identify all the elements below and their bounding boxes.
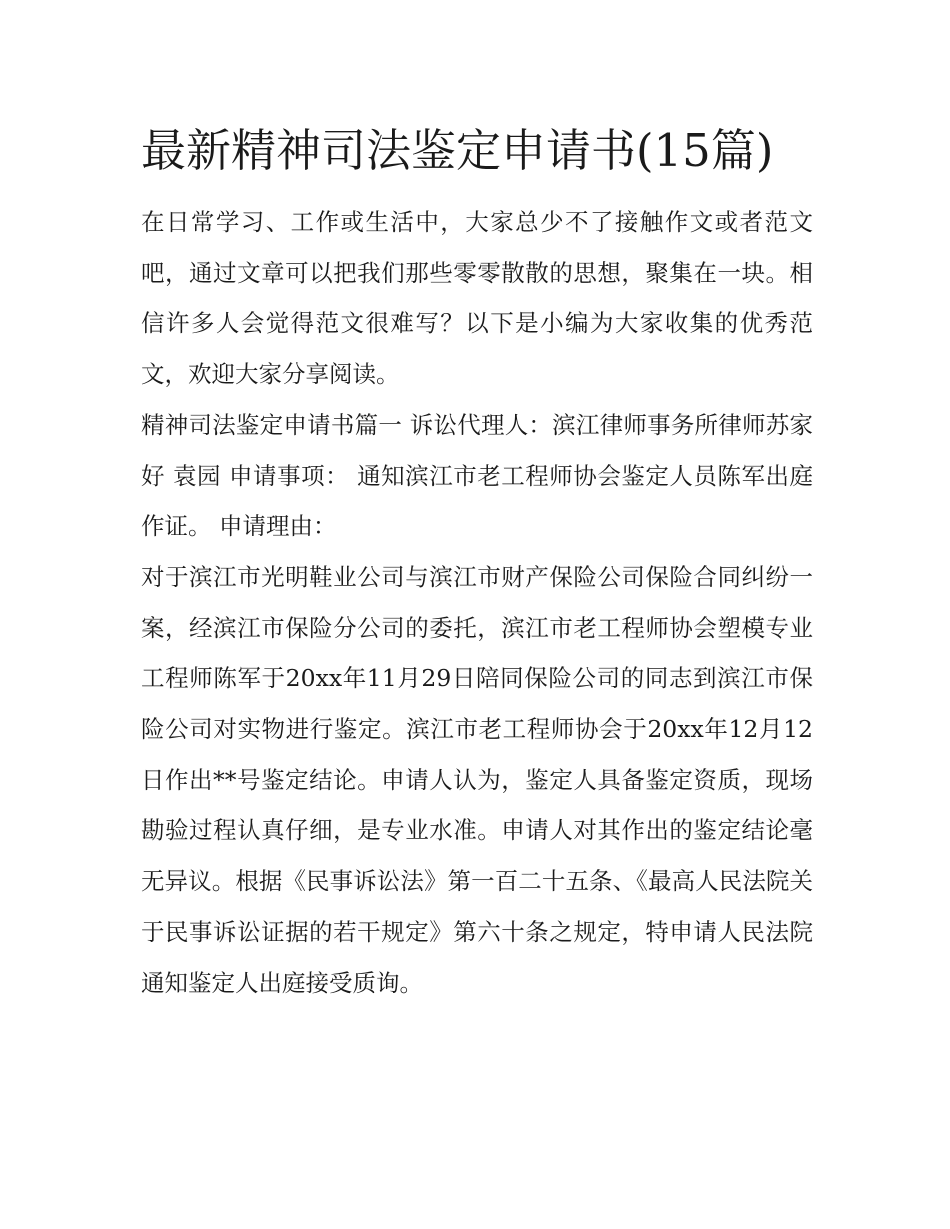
paragraph-reasons: 对于滨江市光明鞋业公司与滨江市财产保险公司保险合同纠纷一案，经滨江市保险分公司的委托，滨江市老工程师协会塑模专业工程师陈军于20xx年11月29日陪同保险公司的同志到滨江市保险公司对实物进行鉴定。滨江市老工程师协会于20xx年12月12日作出**号鉴定结论。申请人认为，鉴定人具备鉴定资质，现场勘验过程认真仔细，是专业水准。申请人对其作出的鉴定结论毫无异议。根据《民事诉讼法》第一百二十五条、《最高人民法院关于民事诉讼证据的若干规定》第六十条之规定，特申请人民法院通知鉴定人出庭接受质询。 xyxy=(141,562,813,997)
document-title: 最新精神司法鉴定申请书(15篇) xyxy=(141,124,774,177)
paragraph-application: 精神司法鉴定申请书篇一 诉讼代理人：滨江律师事务所律师苏家好 袁园 申请事项： 通知滨江市老工程师协会鉴定人员陈军出庭作证。 申请理由： xyxy=(141,410,813,541)
paragraph-intro: 在日常学习、工作或生活中，大家总少不了接触作文或者范文吧，通过文章可以把我们那些零零散散的思想，聚集在一块。相信许多人会觉得范文很难写？以下是小编为大家收集的优秀范文，欢迎大家分享阅读。 xyxy=(141,208,813,389)
document-page xyxy=(141,112,813,1008)
